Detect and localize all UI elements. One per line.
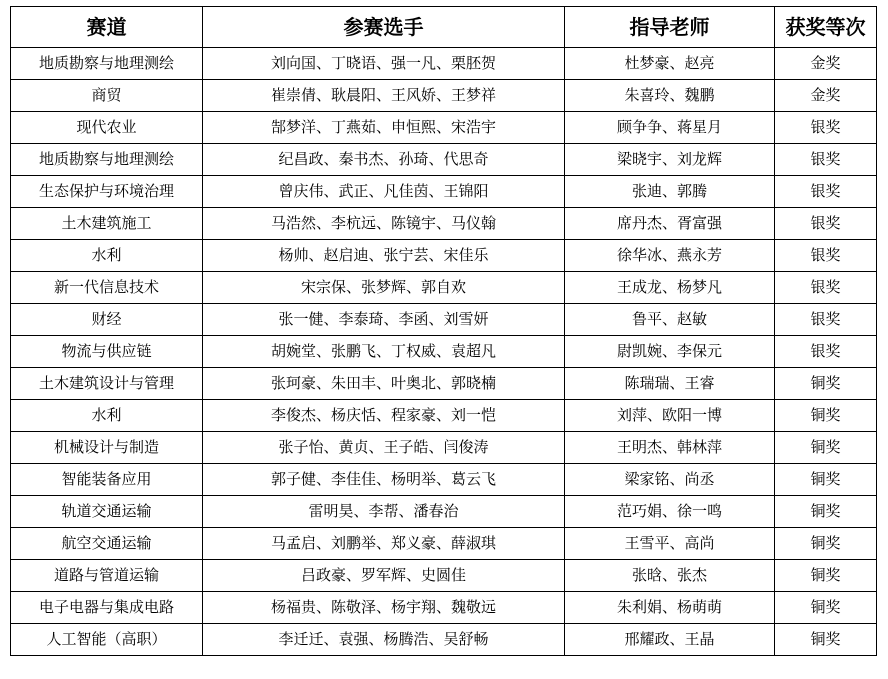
table-row bbox=[11, 272, 877, 304]
cell-track: 机械设计与制造 bbox=[11, 432, 203, 464]
cell-teachers: 梁晓宇、刘龙辉 bbox=[565, 144, 775, 176]
cell-prize: 铜奖 bbox=[775, 400, 877, 432]
cell-track: 地质勘察与地理测绘 bbox=[11, 144, 203, 176]
cell-players: 马浩然、李杭远、陈镜宇、马仪翰 bbox=[203, 208, 565, 240]
cell-teachers: 王雪平、高尚 bbox=[565, 528, 775, 560]
cell-track: 航空交通运输 bbox=[11, 528, 203, 560]
cell-track: 道路与管道运输 bbox=[11, 560, 203, 592]
cell-track: 生态保护与环境治理 bbox=[11, 176, 203, 208]
cell-players: 胡婉堂、张鹏飞、丁权威、袁超凡 bbox=[203, 336, 565, 368]
cell-teachers: 王成龙、杨梦凡 bbox=[565, 272, 775, 304]
cell-prize: 铜奖 bbox=[775, 432, 877, 464]
table-body bbox=[11, 48, 877, 656]
cell-players: 吕政豪、罗军辉、史圆佳 bbox=[203, 560, 565, 592]
column-header-teachers: 指导老师 bbox=[565, 7, 775, 48]
cell-prize: 铜奖 bbox=[775, 592, 877, 624]
cell-track: 水利 bbox=[11, 400, 203, 432]
table-row bbox=[11, 528, 877, 560]
cell-teachers: 梁家铭、尚丞 bbox=[565, 464, 775, 496]
table-row bbox=[11, 368, 877, 400]
cell-prize: 银奖 bbox=[775, 336, 877, 368]
table-row bbox=[11, 464, 877, 496]
cell-prize: 银奖 bbox=[775, 208, 877, 240]
cell-track: 人工智能（高职） bbox=[11, 624, 203, 656]
cell-track: 财经 bbox=[11, 304, 203, 336]
cell-prize: 金奖 bbox=[775, 80, 877, 112]
table-row bbox=[11, 592, 877, 624]
cell-teachers: 朱利娟、杨萌萌 bbox=[565, 592, 775, 624]
cell-players: 刘向国、丁晓语、强一凡、栗胚贺 bbox=[203, 48, 565, 80]
cell-players: 纪昌政、秦书杰、孙琦、代思奇 bbox=[203, 144, 565, 176]
table-row bbox=[11, 560, 877, 592]
cell-prize: 银奖 bbox=[775, 304, 877, 336]
header-row bbox=[11, 7, 877, 48]
cell-players: 张子怡、黄贞、王子皓、闫俊涛 bbox=[203, 432, 565, 464]
cell-prize: 银奖 bbox=[775, 144, 877, 176]
cell-teachers: 范巧娟、徐一鸣 bbox=[565, 496, 775, 528]
table-row bbox=[11, 144, 877, 176]
cell-teachers: 尉凯婉、李保元 bbox=[565, 336, 775, 368]
cell-track: 地质勘察与地理测绘 bbox=[11, 48, 203, 80]
table-row bbox=[11, 48, 877, 80]
cell-players: 郜梦洋、丁燕茹、申恒熙、宋浩宇 bbox=[203, 112, 565, 144]
cell-players: 雷明昊、李帮、潘春治 bbox=[203, 496, 565, 528]
table-row bbox=[11, 80, 877, 112]
cell-players: 张一健、李泰琦、李函、刘雪妍 bbox=[203, 304, 565, 336]
cell-track: 土木建筑设计与管理 bbox=[11, 368, 203, 400]
cell-track: 电子电器与集成电路 bbox=[11, 592, 203, 624]
cell-teachers: 杜梦豪、赵亮 bbox=[565, 48, 775, 80]
cell-track: 水利 bbox=[11, 240, 203, 272]
cell-prize: 金奖 bbox=[775, 48, 877, 80]
cell-track: 轨道交通运输 bbox=[11, 496, 203, 528]
cell-prize: 银奖 bbox=[775, 240, 877, 272]
cell-teachers: 王明杰、韩林萍 bbox=[565, 432, 775, 464]
table-row bbox=[11, 496, 877, 528]
cell-prize: 铜奖 bbox=[775, 528, 877, 560]
cell-players: 马孟启、刘鹏举、郑义豪、薛淑琪 bbox=[203, 528, 565, 560]
cell-prize: 银奖 bbox=[775, 112, 877, 144]
cell-track: 智能装备应用 bbox=[11, 464, 203, 496]
cell-teachers: 顾争争、蒋星月 bbox=[565, 112, 775, 144]
cell-prize: 铜奖 bbox=[775, 560, 877, 592]
cell-prize: 铜奖 bbox=[775, 464, 877, 496]
cell-players: 杨帅、赵启迪、张宁芸、宋佳乐 bbox=[203, 240, 565, 272]
column-header-track: 赛道 bbox=[11, 7, 203, 48]
cell-teachers: 鲁平、赵敏 bbox=[565, 304, 775, 336]
cell-players: 杨福贵、陈敬泽、杨宇翔、魏敬远 bbox=[203, 592, 565, 624]
cell-players: 曾庆伟、武正、凡佳茵、王锦阳 bbox=[203, 176, 565, 208]
column-header-players: 参赛选手 bbox=[203, 7, 565, 48]
table-row bbox=[11, 336, 877, 368]
cell-players: 李迁迁、袁强、杨腾浩、吴舒畅 bbox=[203, 624, 565, 656]
cell-prize: 银奖 bbox=[775, 272, 877, 304]
cell-players: 李俊杰、杨庆恬、程家豪、刘一恺 bbox=[203, 400, 565, 432]
cell-teachers: 陈瑞瑞、王睿 bbox=[565, 368, 775, 400]
cell-track: 土木建筑施工 bbox=[11, 208, 203, 240]
table-row bbox=[11, 304, 877, 336]
table-header bbox=[11, 7, 877, 48]
table-row bbox=[11, 176, 877, 208]
cell-track: 现代农业 bbox=[11, 112, 203, 144]
cell-track: 物流与供应链 bbox=[11, 336, 203, 368]
cell-players: 崔崇倩、耿晨阳、王风娇、王梦祥 bbox=[203, 80, 565, 112]
table-row bbox=[11, 432, 877, 464]
cell-players: 宋宗保、张梦辉、郭自欢 bbox=[203, 272, 565, 304]
table-row bbox=[11, 112, 877, 144]
cell-prize: 铜奖 bbox=[775, 624, 877, 656]
cell-teachers: 朱喜玲、魏鹏 bbox=[565, 80, 775, 112]
table-row bbox=[11, 240, 877, 272]
cell-teachers: 张迪、郭腾 bbox=[565, 176, 775, 208]
cell-track: 商贸 bbox=[11, 80, 203, 112]
cell-teachers: 徐华冰、燕永芳 bbox=[565, 240, 775, 272]
cell-track: 新一代信息技术 bbox=[11, 272, 203, 304]
table-row bbox=[11, 208, 877, 240]
table-row bbox=[11, 624, 877, 656]
cell-teachers: 张晗、张杰 bbox=[565, 560, 775, 592]
cell-prize: 铜奖 bbox=[775, 368, 877, 400]
cell-players: 张珂豪、朱田丰、叶奥北、郭晓楠 bbox=[203, 368, 565, 400]
cell-players: 郭子健、李佳佳、杨明举、葛云飞 bbox=[203, 464, 565, 496]
table-row bbox=[11, 400, 877, 432]
cell-teachers: 刘萍、欧阳一博 bbox=[565, 400, 775, 432]
award-table bbox=[10, 6, 877, 656]
cell-prize: 银奖 bbox=[775, 176, 877, 208]
cell-prize: 铜奖 bbox=[775, 496, 877, 528]
cell-teachers: 席丹杰、胥富强 bbox=[565, 208, 775, 240]
column-header-prize: 获奖等次 bbox=[775, 7, 877, 48]
cell-teachers: 邢耀政、王晶 bbox=[565, 624, 775, 656]
